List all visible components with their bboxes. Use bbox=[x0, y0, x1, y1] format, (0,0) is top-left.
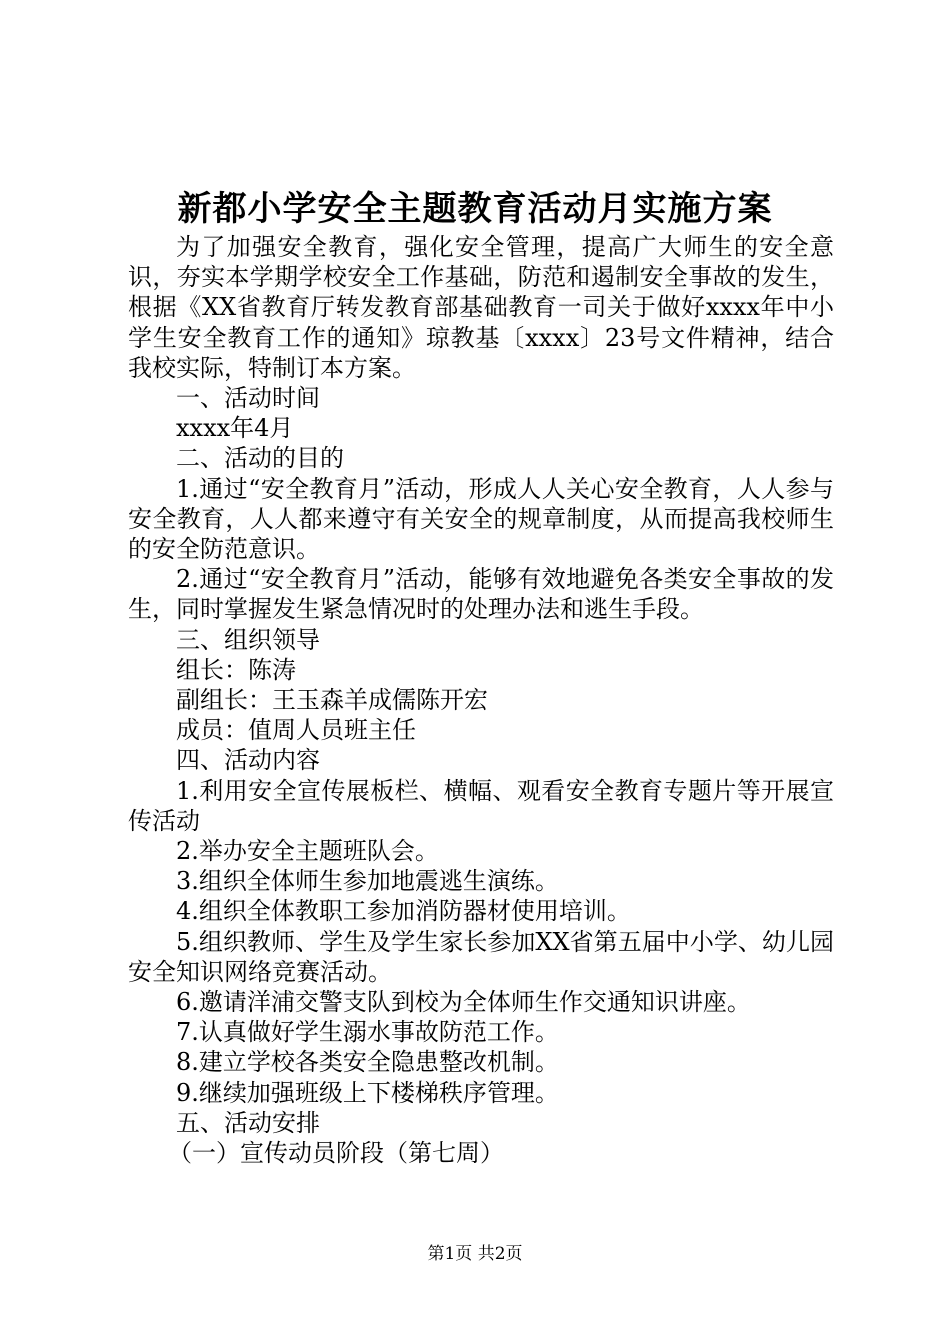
content-item-9: 9.继续加强班级上下楼梯秩序管理。 bbox=[176, 1078, 559, 1107]
document-title: 新都小学安全主题教育活动月实施方案 bbox=[177, 189, 773, 229]
content-item-3: 3.组织全体师生参加地震逃生演练。 bbox=[176, 867, 559, 896]
section-heading-content: 四、活动内容 bbox=[176, 746, 320, 775]
page-number-footer: 第1页 共2页 bbox=[427, 1244, 523, 1264]
purpose-item-1: 1.通过“安全教育月”活动，形成人人关心安全教育，人人参与安全教育，人人都来遵守有关安全的规章制度，从而提高我校师生的安全防范意识。 bbox=[128, 474, 834, 564]
document-body bbox=[128, 232, 834, 1168]
section-heading-organization: 三、组织领导 bbox=[176, 625, 320, 654]
section-heading-schedule: 五、活动安排 bbox=[176, 1108, 320, 1137]
content-item-4: 4.组织全体教职工参加消防器材使用培训。 bbox=[176, 897, 631, 926]
content-item-6: 6.邀请洋浦交警支队到校为全体师生作交通知识讲座。 bbox=[176, 988, 751, 1017]
purpose-item-2: 2.通过“安全教育月”活动，能够有效地避免各类安全事故的发生，同时掌握发生紧急情况时的处理办法和逃生手段。 bbox=[128, 565, 834, 624]
content-item-7: 7.认真做好学生溺水事故防范工作。 bbox=[176, 1018, 559, 1047]
section-heading-purpose: 二、活动的目的 bbox=[176, 444, 344, 473]
content-item-1: 1.利用安全宣传展板栏、横幅、观看安全教育专题片等开展宣传活动 bbox=[128, 776, 834, 835]
section-heading-time: 一、活动时间 bbox=[176, 384, 320, 413]
org-deputy: 副组长：王玉森羊成儒陈开宏 bbox=[176, 686, 488, 715]
activity-time: xxxx年4月 bbox=[176, 414, 294, 443]
intro-paragraph: 为了加强安全教育，强化安全管理，提高广大师生的安全意识，夯实本学期学校安全工作基础，防范和遏制安全事故的发生，根据《XX省教育厅转发教育部基础教育一司关于做好xxxx年中小学生安全教育工作的通知》琼教基〔xxxx〕23号文件精神，结合我校实际，特制订本方案。 bbox=[128, 233, 834, 382]
content-item-8: 8.建立学校各类安全隐患整改机制。 bbox=[176, 1048, 559, 1077]
org-leader: 组长：陈涛 bbox=[176, 655, 296, 684]
org-members: 成员：值周人员班主任 bbox=[176, 716, 416, 745]
content-item-5: 5.组织教师、学生及学生家长参加XX省第五届中小学、幼儿园安全知识网络竞赛活动。 bbox=[128, 927, 834, 986]
schedule-phase-1: （一）宣传动员阶段（第七周） bbox=[168, 1139, 504, 1168]
content-item-2: 2.举办安全主题班队会。 bbox=[176, 837, 439, 866]
